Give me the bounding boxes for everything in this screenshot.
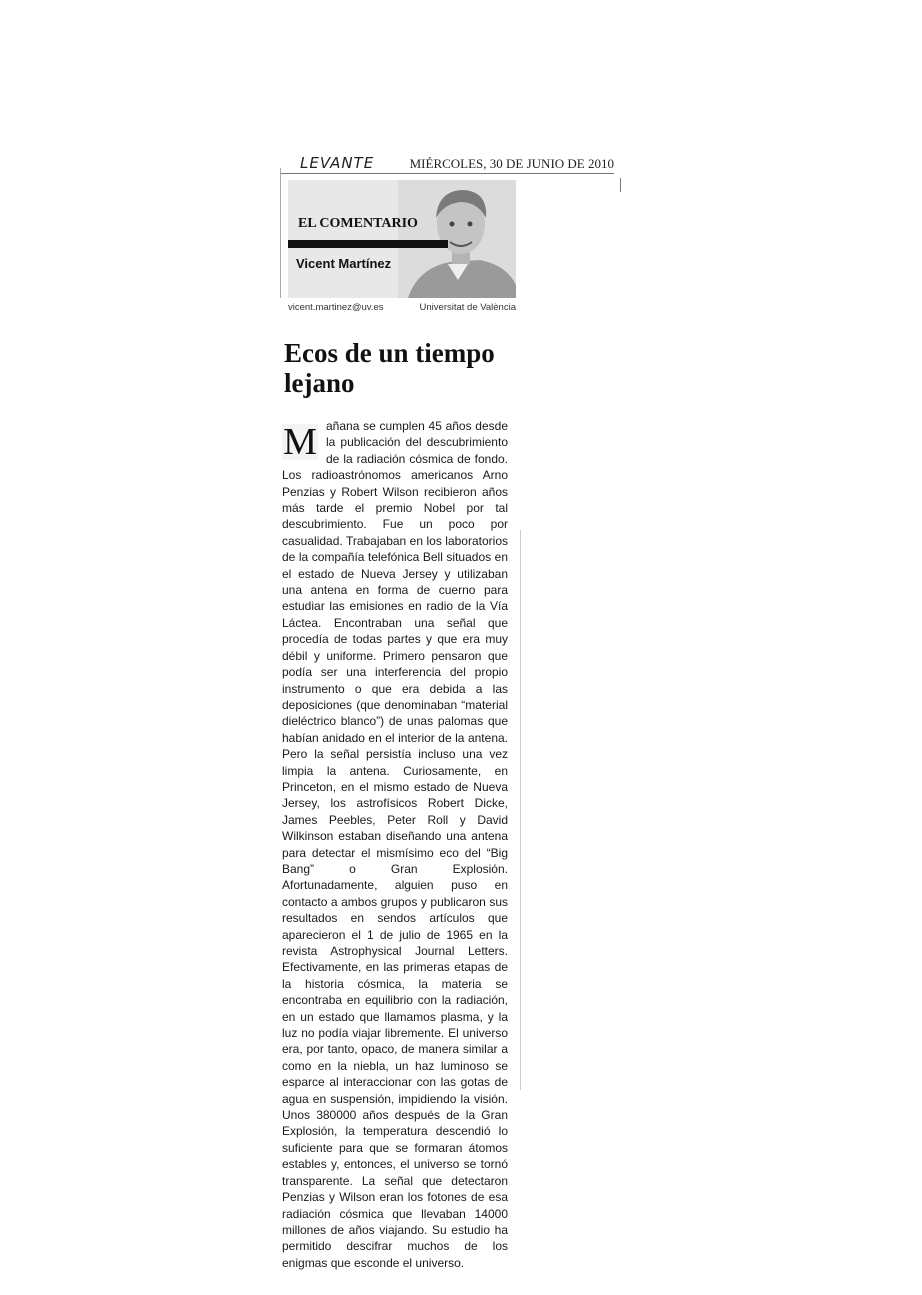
article-headline: Ecos de un tiempo lejano [284, 338, 495, 398]
column-banner [288, 180, 516, 298]
scan-edge-mark [620, 178, 621, 192]
header-rule [280, 173, 614, 174]
publication-date: MIÉRCOLES, 30 DE JUNIO DE 2010 [409, 156, 614, 171]
newspaper-clipping [280, 150, 618, 1270]
column-rule [520, 530, 521, 1090]
author-name: Vicent Martínez [296, 256, 392, 271]
left-border-rule [280, 168, 281, 298]
author-email: vicent.martinez@uv.es [288, 302, 384, 313]
handwritten-newspaper-name: LEVANTE [300, 154, 375, 172]
section-bar [288, 240, 448, 248]
drop-cap: M [283, 421, 317, 463]
article-body [282, 418, 508, 1271]
author-affiliation: Universitat de València [419, 302, 516, 313]
author-portrait [398, 180, 516, 298]
article-body-text: añana se cumplen 45 años desde la publicación del descubrimiento de la radiación cósmica de fondo. Los radioastrónomos americanos Arno Penzias y Robert Wilson recibieron años más tarde el premio Nobel por tal descubrimiento. Fue un poco por casualidad. Trabajaban en los laboratorios de la compañía telefónica Bell situados en el estado de Nueva Jersey y utilizaban una antena en forma de cuerno para estudiar las emisiones en radio de la Vía Láctea. Encontraban una señal que procedía de todas partes y que era muy débil y uniforme. Primero pensaron que podía ser una interferencia del propio instrumento o que era debida a las deposiciones (que denominaban “material dieléctrico blanco”) de unas palomas que habían anidado en el interior de la antena. Pero la señal persistía incluso una vez limpia la antena. Curiosamente, en Princeton, en el mismo estado de Nueva Jersey, los astrofísicos Robert Dicke, James Peebles, Peter Roll y David Wilkinson estaban diseñando una antena para detectar el mismísimo eco del “Big Bang” o Gran Explosión. Afortunadamente, alguien puso en contacto a ambos grupos y publicaron sus resultados en sendos artículos que aparecieron el 1 de julio de 1965 en la revista Astrophysical Journal Letters. Efectivamente, en las primeras etapas de la historia cósmica, la materia se encontraba en equilibrio con la radiación, en un estado que llamamos plasma, y la luz no podía viajar libremente. El universo era, por tanto, opaco, de manera similar a como en la niebla, un haz luminoso se esparce al interaccionar con las gotas de agua en suspensión, impidiendo la visión. Unos 380000 años después de la Gran Explosión, la temperatura descendió lo suficiente para que se formaran átomos estables y, entonces, el universo se tornó transparente. La señal que detectaron Penzias y Wilson eran los fotones de esa radiación cósmica que llevaban 14000 millones de años viajando. Su estudio ha permitido descifrar muchos de los enigmas que esconde el universo. [282, 419, 508, 1270]
section-label: EL COMENTARIO [298, 216, 418, 231]
